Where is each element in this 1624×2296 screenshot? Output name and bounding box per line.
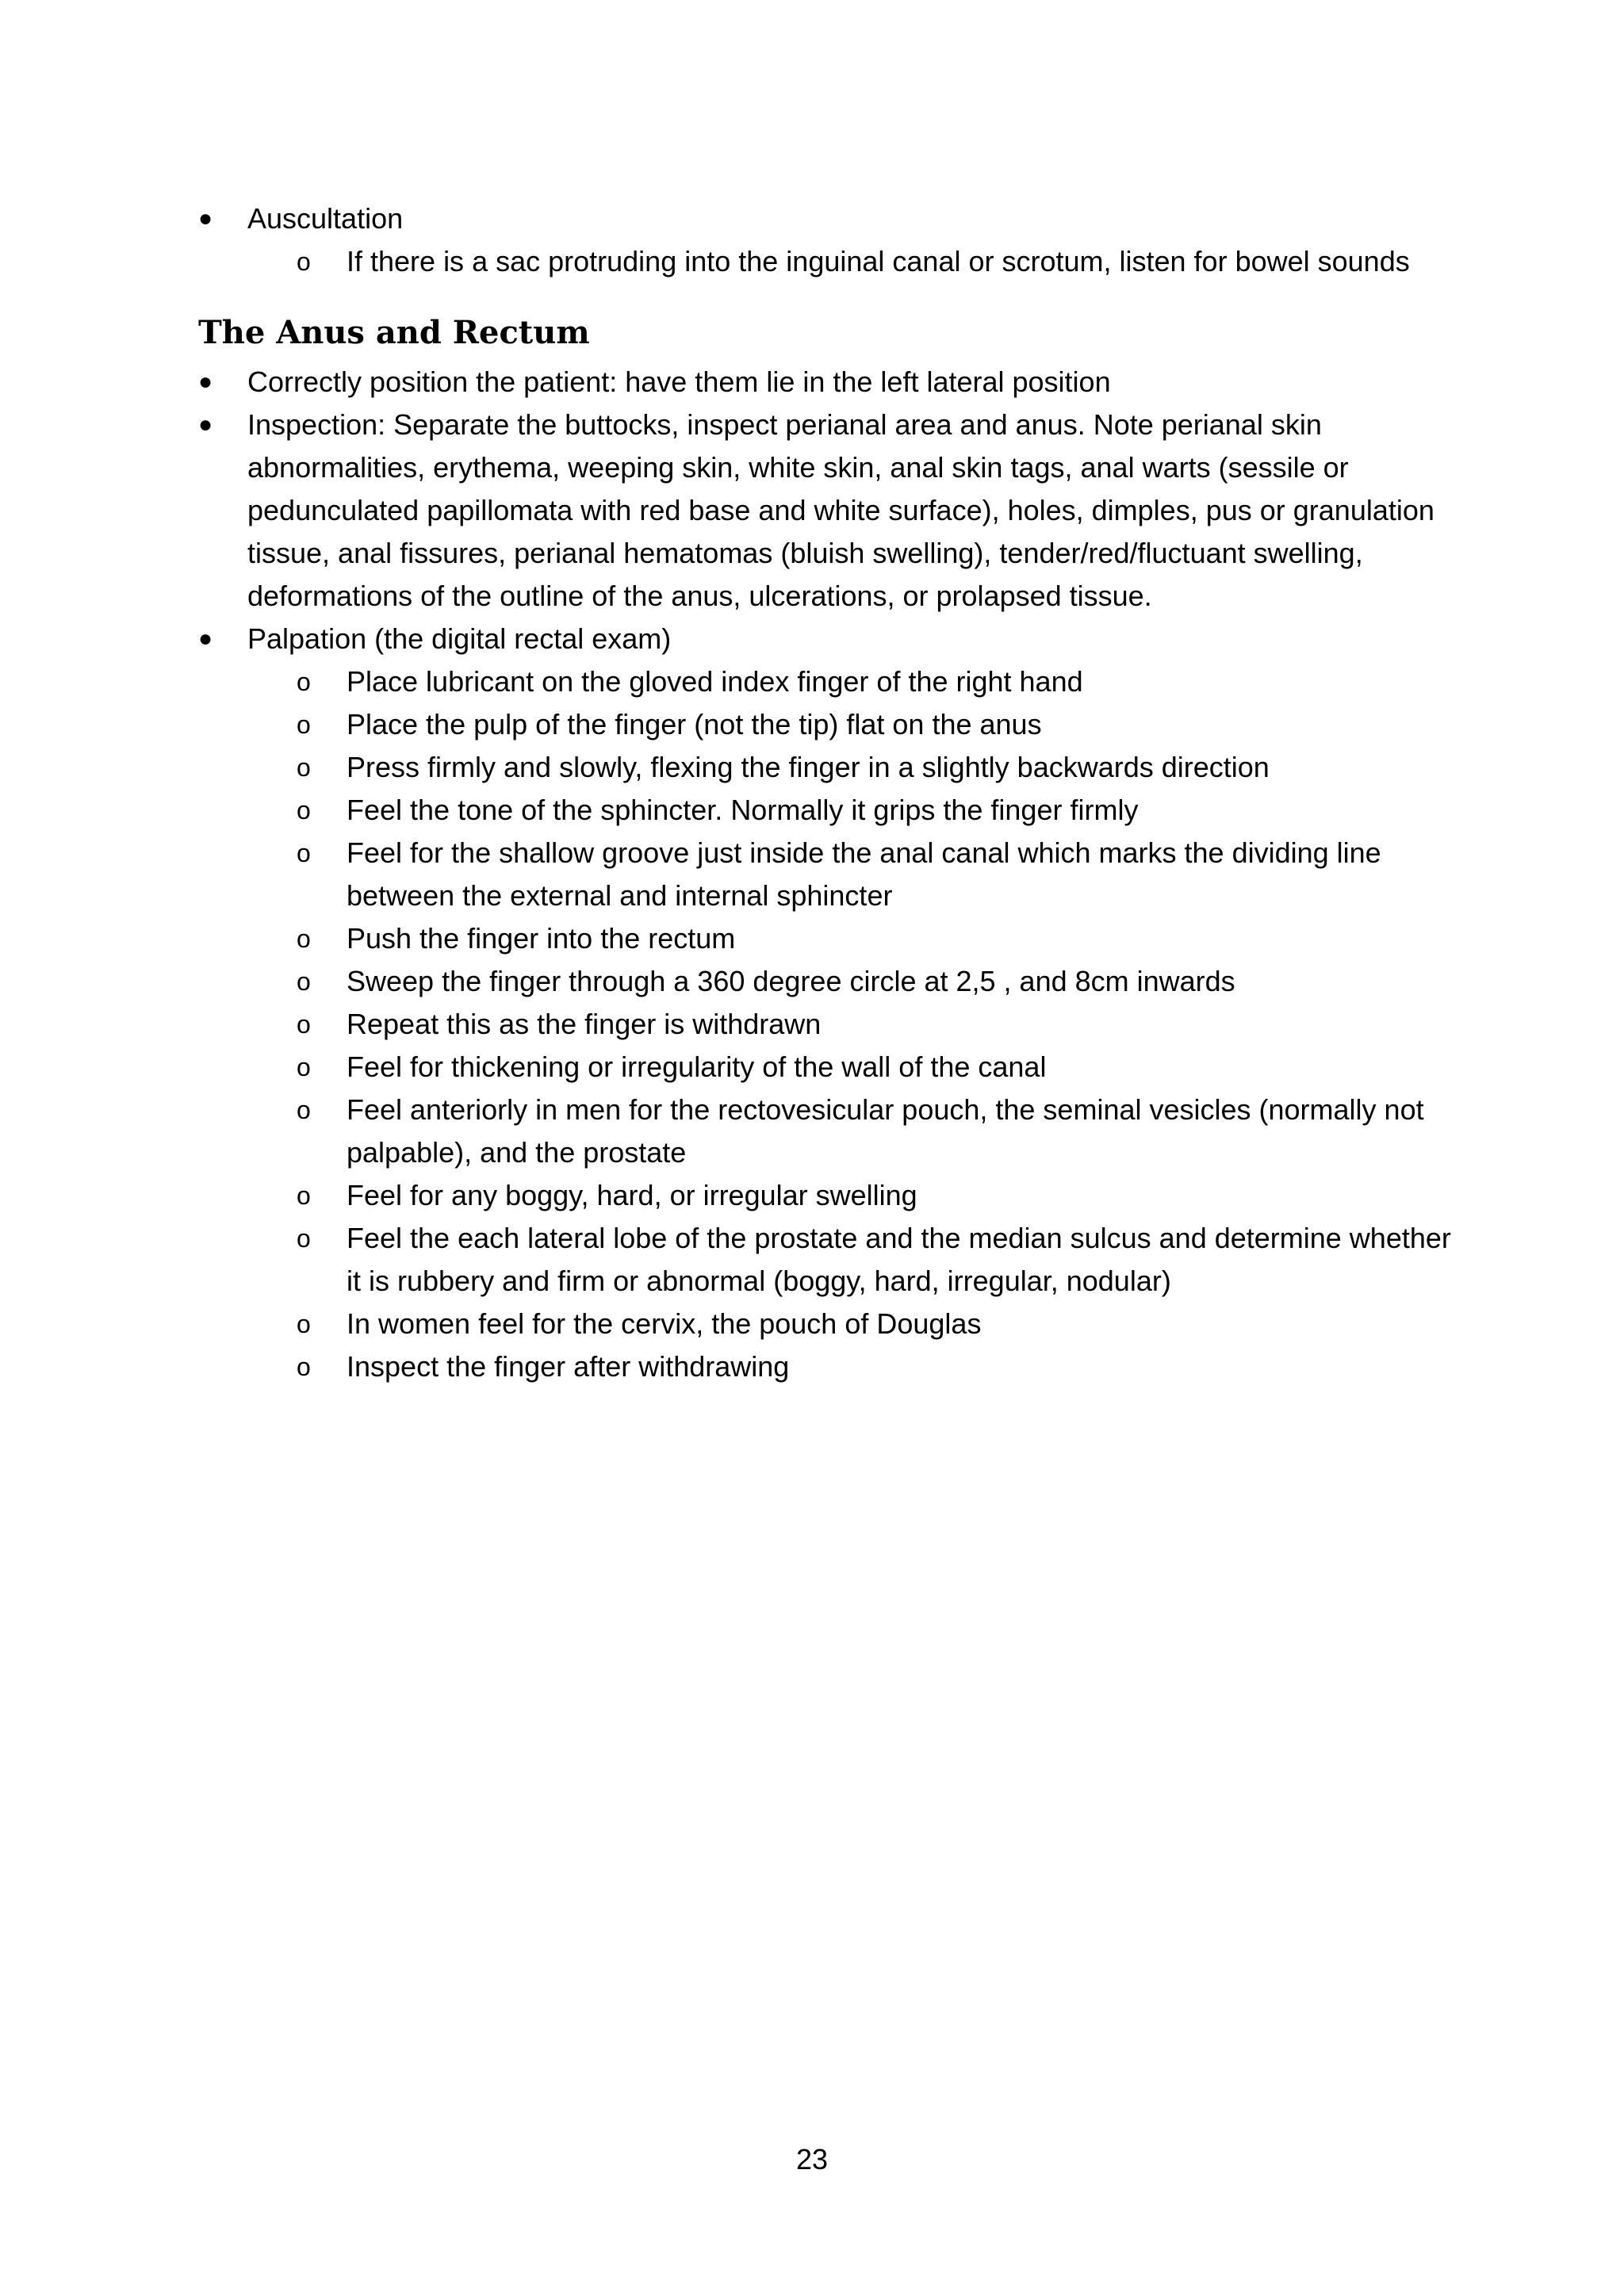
sub-list-item-text: Feel the each lateral lobe of the prostate and the median sulcus and determine whether it is rubbery and firm or abnormal (boggy, hard, irregular, nodular) — [347, 1222, 1451, 1297]
sub-list-item — [0, 1046, 1624, 1089]
sub-list-item — [0, 1345, 1624, 1388]
sub-list-item-text: Place lubricant on the gloved index finger of the right hand — [347, 665, 1083, 698]
sub-list-item-text: Push the finger into the rectum — [347, 922, 736, 955]
sub-list-item — [0, 960, 1624, 1003]
list-item-text: Auscultation — [247, 202, 404, 235]
list-item-text: Inspection: Separate the buttocks, inspect perianal area and anus. Note perianal skin abnormalities, erythema, weeping skin, white skin, anal skin tags, anal warts (sessile or pedunculated papillomata with red base and white surface), holes, dimples, pus or granulation tissue, anal fissures, perianal hematomas (bluish swelling), tender/red/fluctuant swelling, deformations of the outline of the anus, ulcerations, or prolapsed tissue. — [247, 408, 1434, 612]
sub-bullet-icon: o — [297, 1181, 311, 1210]
sub-bullet-icon: o — [297, 1053, 311, 1081]
sub-list-item-text: Repeat this as the finger is withdrawn — [347, 1008, 822, 1040]
sub-bullet-icon: o — [297, 668, 311, 696]
sub-bullet-icon: o — [297, 924, 311, 953]
sub-list-item — [0, 703, 1624, 746]
sub-list-item-text: Feel anteriorly in men for the rectovesicular pouch, the seminal vesicles (normally not palpable), and the prostate — [347, 1093, 1424, 1169]
anus-rectum-list — [0, 361, 1624, 1388]
sub-bullet-icon: o — [297, 753, 311, 782]
sub-list-item-text: If there is a sac protruding into the inguinal canal or scrotum, listen for bowel sounds — [347, 245, 1410, 277]
sub-list-item-text: Feel for the shallow groove just inside the anal canal which marks the dividing line between the external and internal sphincter — [347, 836, 1381, 912]
sub-list-item — [0, 1303, 1624, 1345]
sub-bullet-icon: o — [297, 1310, 311, 1338]
sub-list-item-text: Place the pulp of the finger (not the tip) flat on the anus — [347, 708, 1042, 740]
sub-bullet-icon: o — [297, 1224, 311, 1253]
sub-list-item — [0, 832, 1624, 917]
sub-list-item — [0, 1174, 1624, 1217]
sub-list-item-text: Feel for thickening or irregularity of the wall of the canal — [347, 1050, 1047, 1083]
sub-list-item — [0, 917, 1624, 960]
section-heading: The Anus and Rectum — [198, 314, 590, 351]
auscultation-list — [0, 197, 1624, 283]
sub-list-item — [0, 1217, 1624, 1303]
list-item — [0, 404, 1624, 618]
list-item — [0, 361, 1624, 404]
page-number: 23 — [795, 2143, 829, 2175]
bullet-icon: ● — [198, 626, 213, 652]
sub-list-item — [0, 1003, 1624, 1046]
sub-bullet-icon: o — [297, 839, 311, 867]
sub-list-item-text: In women feel for the cervix, the pouch of Douglas — [347, 1307, 982, 1340]
bullet-icon: ● — [198, 369, 213, 395]
sub-bullet-icon: o — [297, 796, 311, 825]
bullet-icon: ● — [198, 205, 213, 232]
sub-bullet-icon: o — [297, 967, 311, 996]
sub-list-item-text: Feel for any boggy, hard, or irregular swelling — [347, 1179, 917, 1211]
sub-list-item — [0, 660, 1624, 703]
sub-bullet-icon: o — [297, 1010, 311, 1039]
sub-list-item-text: Sweep the finger through a 360 degree circle at 2,5 , and 8cm inwards — [347, 965, 1235, 997]
sub-list-item-text: Press firmly and slowly, flexing the finger in a slightly backwards direction — [347, 751, 1270, 783]
sub-bullet-icon: o — [297, 1353, 311, 1381]
sub-list-item — [0, 240, 1624, 283]
sub-list-item — [0, 746, 1624, 789]
sub-bullet-icon: o — [297, 247, 311, 276]
list-item-text: Correctly position the patient: have them lie in the left lateral position — [247, 365, 1111, 398]
list-item — [0, 618, 1624, 660]
sub-bullet-icon: o — [297, 1096, 311, 1124]
sub-bullet-icon: o — [297, 710, 311, 739]
sub-list-item-text: Inspect the finger after withdrawing — [347, 1350, 790, 1383]
sub-list-item-text: Feel the tone of the sphincter. Normally it grips the finger firmly — [347, 794, 1139, 826]
sub-list-item — [0, 789, 1624, 832]
list-item — [0, 197, 1624, 240]
list-item-text: Palpation (the digital rectal exam) — [247, 622, 672, 655]
sub-list-item — [0, 1089, 1624, 1174]
bullet-icon: ● — [198, 411, 213, 438]
